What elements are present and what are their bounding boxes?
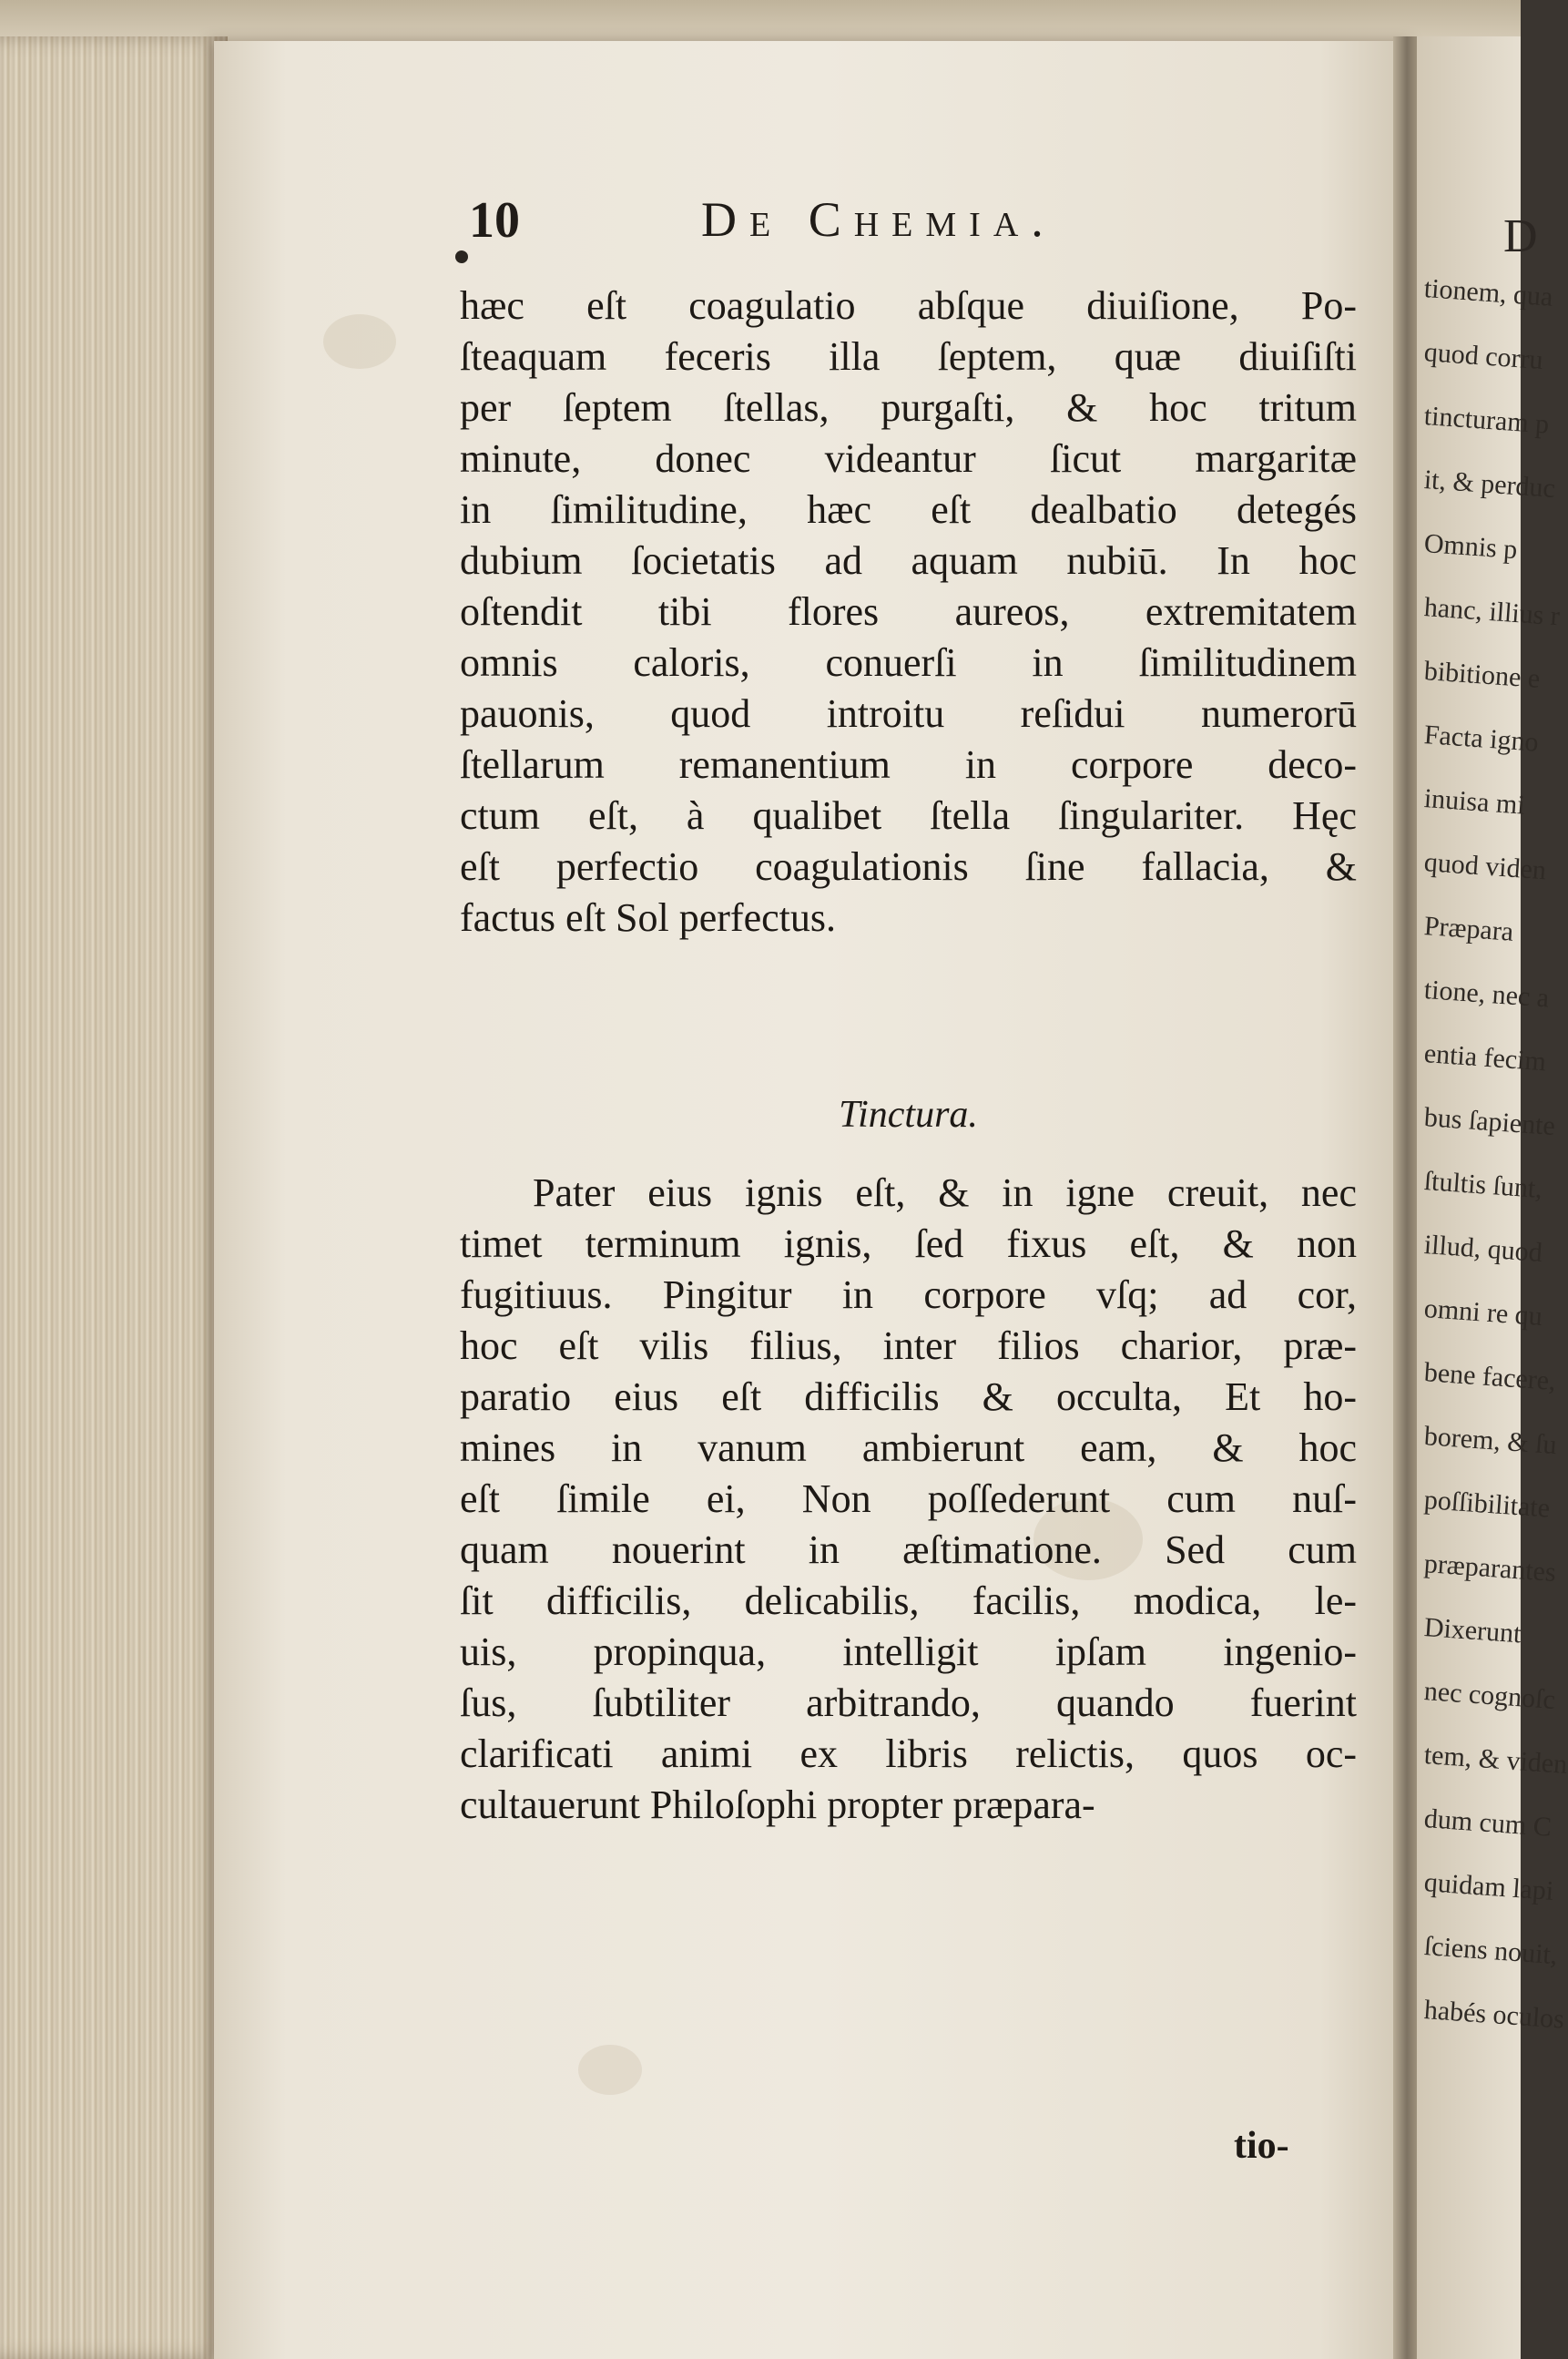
facing-text-fragment: tionem, qua	[1422, 273, 1554, 312]
facing-text-fragment: bus ſapiente	[1422, 1102, 1556, 1142]
facing-text-fragment: borem, & ſu	[1422, 1421, 1558, 1461]
facing-text-fragment: Omnis p	[1422, 528, 1519, 566]
catchword: tio-	[1234, 2125, 1289, 2167]
facing-text-fragment: poſſibilitate	[1422, 1485, 1552, 1524]
facing-text-fragment: ſciens nouit,	[1422, 1931, 1559, 1971]
text-line: fugitiuus. Pingitur in corpore vſq; ad cor,	[460, 1272, 1357, 1317]
foxing-spot	[323, 314, 396, 369]
page-edge-stack	[0, 36, 228, 2359]
text-line: cultauerunt Philoſophi propter præpara-	[460, 1782, 1095, 1827]
text-line: pauonis, quod introitu reſidui numerorū	[460, 691, 1357, 736]
text-line: ctum eſt, à qualibet ſtella ſingulariter. Hęc	[460, 793, 1357, 838]
facing-page	[1417, 36, 1568, 2359]
text-line: Pater eius ignis eſt, & in igne creuit, nec	[533, 1170, 1357, 1215]
text-line: per ſeptem ſtellas, purgaſti, & hoc tritum	[460, 385, 1357, 430]
section-heading: Tinctura.	[839, 1094, 978, 1136]
facing-header-letter: D	[1503, 210, 1538, 262]
facing-text-fragment: quidam lapi	[1422, 1867, 1555, 1906]
facing-text-fragment: bene facere,	[1422, 1357, 1557, 1397]
text-line: omnis caloris, conuerſi in ſimilitudinem	[460, 640, 1357, 685]
facing-text-fragment: nec cognoſc	[1422, 1676, 1556, 1716]
text-line: eſt ſimile ei, Non poſſederunt cum nuſ-	[460, 1476, 1357, 1521]
facing-text-fragment: habés oculos	[1422, 1995, 1565, 2035]
foxing-spot	[578, 2045, 642, 2095]
body-text	[460, 281, 1357, 944]
facing-text-fragment: Facta igno	[1422, 720, 1540, 758]
facing-text-fragment: inuisa mi	[1422, 783, 1526, 821]
text-line: quam nouerint in æſtimatione. Sed cum	[460, 1527, 1357, 1572]
facing-text-fragment: it, & perduc	[1422, 465, 1556, 505]
facing-text-fragment: hanc, illius r	[1422, 592, 1561, 632]
facing-text-fragment: entia fecim	[1422, 1038, 1547, 1077]
text-line: factus eſt Sol perfectus.	[460, 895, 836, 940]
facing-text-fragment: omni re qu	[1422, 1293, 1543, 1333]
facing-text-fragment: tione, nec a	[1422, 975, 1551, 1014]
facing-text-fragment: quod corru	[1422, 337, 1544, 376]
text-line: ſteaquam feceris illa ſeptem, quæ diuiſiſti	[460, 334, 1357, 379]
text-line: in ſimilitudine, hæc eſt dealbatio detegés	[460, 487, 1357, 532]
text-line: paratio eius eſt difficilis & occulta, Et ho-	[460, 1374, 1357, 1419]
text-line: uis, propinqua, intelligit ipſam ingenio-	[460, 1629, 1357, 1674]
running-title: De Chemia.	[701, 192, 1056, 247]
facing-text-fragment: Præpara	[1422, 911, 1515, 947]
facing-text-fragment: illud, quod	[1422, 1230, 1543, 1269]
text-line: hæc eſt coagulatio abſque diuiſione, Po-	[460, 283, 1357, 328]
text-line: clarificati animi ex libris relictis, quos oc-	[460, 1731, 1357, 1776]
text-line: ſtellarum remanentium in corpore deco-	[460, 742, 1357, 787]
page-number: 10	[469, 192, 520, 249]
ornament-mark	[455, 250, 468, 263]
text-line: hoc eſt vilis filius, inter filios charior, præ-	[460, 1323, 1357, 1368]
facing-text-fragment: tem, & viden	[1422, 1740, 1568, 1780]
facing-text-fragment: Dixerunt	[1422, 1612, 1522, 1649]
facing-text-fragment: ſtultis ſunt,	[1422, 1166, 1543, 1205]
text-line: dubium ſocietatis ad aquam nubiū. In hoc	[460, 538, 1357, 583]
facing-text-fragment: tincturam p	[1422, 401, 1551, 440]
text-line: minute, donec videantur ſicut margaritæ	[460, 436, 1357, 481]
facing-text-fragment: dum cum C	[1422, 1803, 1553, 1843]
text-line: timet terminum ignis, ſed fixus eſt, & non	[460, 1221, 1357, 1266]
section-text	[460, 1168, 1357, 1831]
text-line: oſtendit tibi flores aureos, extremitatem	[460, 589, 1357, 634]
facing-text-fragment: præparantes	[1422, 1548, 1557, 1588]
text-line: eſt perfectio coagulationis ſine fallacia, &	[460, 844, 1357, 889]
facing-text-fragment: quod viden	[1422, 847, 1548, 886]
text-line: ſit difficilis, delicabilis, facilis, modica, le-	[460, 1578, 1357, 1623]
text-line: ſus, ſubtiliter arbitrando, quando fuerint	[460, 1680, 1357, 1725]
text-line: mines in vanum ambierunt eam, & hoc	[460, 1425, 1357, 1470]
facing-text-fragment: bibitione e	[1422, 656, 1542, 694]
